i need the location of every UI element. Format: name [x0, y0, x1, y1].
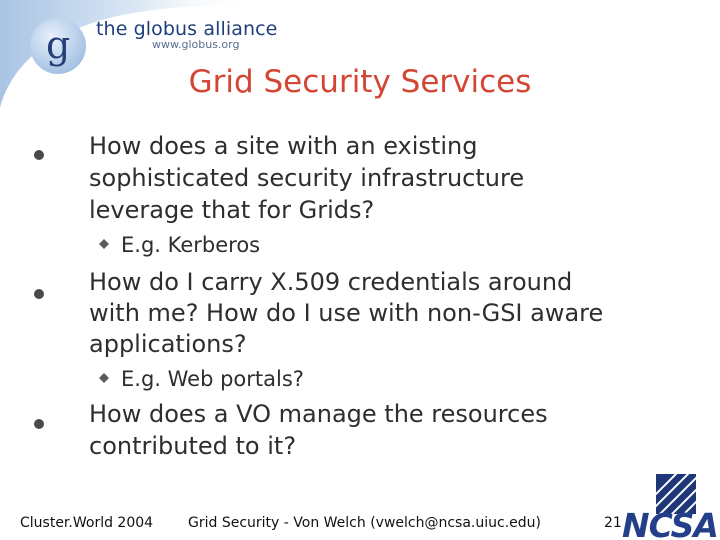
sub-bullet-marker — [99, 373, 109, 378]
bullet-line: applications? — [89, 330, 247, 358]
page-number: 21 — [604, 515, 622, 531]
logo-letter: g — [46, 23, 71, 67]
bullet-line: How does a site with an existing — [89, 132, 478, 160]
sub-bullet-marker — [99, 239, 109, 244]
bullet-line: with me? How do I use with non-GSI aware — [89, 299, 604, 327]
bullet-line: contributed to it? — [89, 432, 297, 460]
slide-title: Grid Security Services — [188, 64, 532, 100]
bullet-line: How do I carry X.509 credentials around — [89, 268, 573, 296]
sub-bullet-text: E.g. Kerberos — [121, 233, 261, 257]
bullet-marker — [34, 419, 44, 429]
bullet-line: leverage that for Grids? — [89, 196, 375, 224]
sub-bullet-text: E.g. Web portals? — [121, 367, 304, 391]
footer-event: Cluster.World 2004 — [20, 515, 154, 531]
bullet-line: How does a VO manage the resources — [89, 400, 548, 428]
bullet-marker — [34, 289, 44, 299]
footer-presenter: Grid Security - Von Welch (vwelch@ncsa.uiuc.edu) — [188, 515, 541, 531]
logo-url: www.globus.org — [152, 38, 240, 51]
logo-title: the globus alliance — [96, 18, 278, 40]
bullet-marker — [34, 150, 44, 160]
bullet-line: sophisticated security infrastructure — [89, 164, 525, 192]
ncsa-logo: NCSA — [622, 506, 718, 540]
